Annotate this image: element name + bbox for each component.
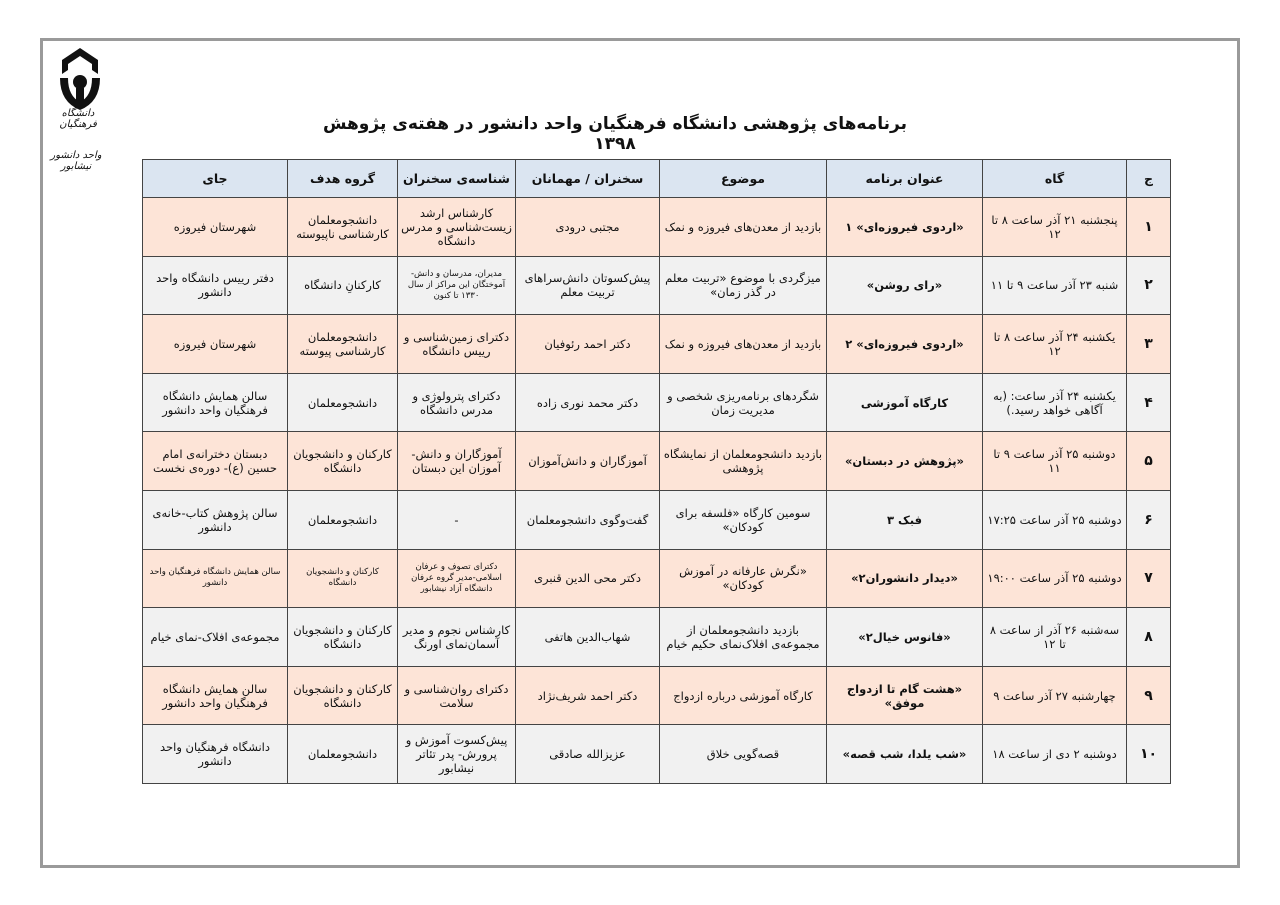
cell-place: دفتر رییس دانشگاه واحد دانشور [143, 256, 288, 315]
cell-speakers: پیش‌کسوتان دانش‌سرا‌های تربیت معلم [516, 256, 660, 315]
cell-program: «اردوی فیروزه‌ای» ۲ [827, 315, 983, 374]
cell-place: سالن همایش دانشگاه فرهنگیان واحد دانشور [143, 549, 288, 608]
cell-bio: دکترای پترولوژی و مدرس دانشگاه [398, 373, 516, 432]
cell-audience: کارکنان و دانشجویان دانشگاه [288, 666, 398, 725]
cell-when: دوشنبه ۲۵ آذر ساعت ۹ تا ۱۱ [983, 432, 1127, 491]
cell-place: دانشگاه فرهنگیان واحد دانشور [143, 725, 288, 784]
table-row [143, 608, 1171, 667]
cell-num: ۱ [1127, 198, 1171, 257]
cell-place: شهرستان فیروزه [143, 198, 288, 257]
cell-topic: بازدید از معدن‌های فیروزه و نمک [660, 315, 827, 374]
cell-audience: کارکنان و دانشجویان دانشگاه [288, 608, 398, 667]
cell-when: پنجشنبه ۲۱ آذر ساعت ۸ تا ۱۲ [983, 198, 1127, 257]
cell-num: ۵ [1127, 432, 1171, 491]
col-header-when: گاه [983, 160, 1127, 198]
cell-speakers: آموزگاران و دانش‌آموزان [516, 432, 660, 491]
cell-bio: کارشناس ارشد زیست‌شناسی و مدرس دانشگاه [398, 198, 516, 257]
table-header-row [143, 160, 1171, 198]
col-header-audience: گروه هدف [288, 160, 398, 198]
col-header-speakers: سخنران / مهمانان [516, 160, 660, 198]
cell-place: دبستان دخترانه‌ی امام حسین (ع)- دوره‌ی نخست [143, 432, 288, 491]
table-row [143, 549, 1171, 608]
cell-num: ۷ [1127, 549, 1171, 608]
cell-when: شنبه ۲۳ آذر ساعت ۹ تا ۱۱ [983, 256, 1127, 315]
cell-num: ۶ [1127, 490, 1171, 549]
page-title: برنامه‌های پژوهشی دانشگاه فرهنگیان واحد دانشور در هفته‌ی پژوهش ۱۳۹۸ [322, 114, 907, 154]
cell-bio: دکترای تصوف و عرفان اسلامی-مدیر گروه عرفان دانشگاه آزاد نیشابور [398, 549, 516, 608]
cell-topic: شگردهای برنامه‌ریزی شخصی و مدیریت زمان [660, 373, 827, 432]
cell-when: سه‌شنبه ۲۶ آذر از ساعت ۸ تا ۱۲ [983, 608, 1127, 667]
cell-program: «پژوهش در دبستان» [827, 432, 983, 491]
cell-place: شهرستان فیروزه [143, 315, 288, 374]
cell-num: ۴ [1127, 373, 1171, 432]
cell-topic: سومین کارگاه «فلسفه برای کودکان» [660, 490, 827, 549]
cell-audience: کارکنان و دانشجویان دانشگاه [288, 549, 398, 608]
table-row [143, 256, 1171, 315]
cell-speakers: دکتر محی الدین قنبری [516, 549, 660, 608]
cell-program: «فانوس خیال۲» [827, 608, 983, 667]
cell-num: ۹ [1127, 666, 1171, 725]
logo-subcaption: واحد دانشور نیشابور [50, 150, 102, 172]
cell-audience: کارکنان و دانشجویان دانشگاه [288, 432, 398, 491]
cell-bio: آموزگاران و دانش-آموزان این دبستان [398, 432, 516, 491]
cell-bio: پیش‌کسوت آموزش و پرورش- پدر تئاتر نیشابور [398, 725, 516, 784]
cell-program: کارگاه آموزشی [827, 373, 983, 432]
cell-audience: دانشجومعلمان [288, 373, 398, 432]
cell-topic: بازدید دانشجومعلمان از مجموعه‌ی افلاک‌نمای حکیم خیام [660, 608, 827, 667]
cell-topic: بازدید دانشجومعلمان از نمایشگاه پژوهشی [660, 432, 827, 491]
cell-place: سالن همایش دانشگاه فرهنگیان واحد دانشور [143, 666, 288, 725]
cell-audience: دانشجومعلمان [288, 490, 398, 549]
cell-topic: «نگرش عارفانه در آموزش کودکان» [660, 549, 827, 608]
cell-when: دوشنبه ۲۵ آذر ساعت ۱۷:۲۵ [983, 490, 1127, 549]
cell-when: یکشنبه ۲۴ آذر ساعت ۸ تا ۱۲ [983, 315, 1127, 374]
cell-when: دوشنبه ۲۵ آذر ساعت ۱۹:۰۰ [983, 549, 1127, 608]
cell-bio: دکترای زمین‌شناسی و رییس دانشگاه [398, 315, 516, 374]
table-row [143, 432, 1171, 491]
cell-bio: کارشناس نجوم و مدیر آسمان‌نمای اورنگ [398, 608, 516, 667]
cell-place: سالن همایش دانشگاه فرهنگیان واحد دانشور [143, 373, 288, 432]
col-header-place: جای [143, 160, 288, 198]
schedule-table [142, 159, 1171, 784]
cell-when: چهارشنبه ۲۷ آذر ساعت ۹ [983, 666, 1127, 725]
cell-program: «دیدار دانشوران۲» [827, 549, 983, 608]
cell-when: دوشنبه ۲ دی از ساعت ۱۸ [983, 725, 1127, 784]
cell-program: «شب یلدا، شب قصه» [827, 725, 983, 784]
cell-program: «اردوی فیروزه‌ای» ۱ [827, 198, 983, 257]
col-header-topic: موضوع [660, 160, 827, 198]
col-header-program: عنوان برنامه [827, 160, 983, 198]
cell-topic: بازدید از معدن‌های فیروزه و نمک [660, 198, 827, 257]
cell-topic: کارگاه آموزشی درباره ازدواج [660, 666, 827, 725]
table-row [143, 725, 1171, 784]
cell-place: مجموعه‌ی افلاک-نمای خیام [143, 608, 288, 667]
table-row [143, 373, 1171, 432]
cell-speakers: مجتبی درودی [516, 198, 660, 257]
col-header-num: ج [1127, 160, 1171, 198]
table-row [143, 315, 1171, 374]
col-header-bio: شناسه‌ی سخنران [398, 160, 516, 198]
cell-program: «هشت گام تا ازدواج موفق» [827, 666, 983, 725]
cell-audience: دانشجومعلمان کارشناسی پیوسته [288, 315, 398, 374]
table-row [143, 198, 1171, 257]
cell-place: سالن پژوهش کتاب-خانه‌ی دانشور [143, 490, 288, 549]
cell-topic: میزگردی با موضوع «تربیت معلم در گذر زمان» [660, 256, 827, 315]
cell-num: ۲ [1127, 256, 1171, 315]
cell-speakers: عزیزالله صادقی [516, 725, 660, 784]
cell-bio: دکترای روان‌شناسی و سلامت [398, 666, 516, 725]
cell-bio: - [398, 490, 516, 549]
table-row [143, 490, 1171, 549]
cell-speakers: گفت‌وگوی دانشجومعلمان [516, 490, 660, 549]
cell-speakers: شهاب‌الدین هاتفی [516, 608, 660, 667]
table-row [143, 666, 1171, 725]
cell-bio: مدیران، مدرسان و دانش-آموختگان این مراکز از سال ۱۳۳۰ تا کنون [398, 256, 516, 315]
cell-audience: دانشجومعلمان [288, 725, 398, 784]
cell-audience: کارکنانِ دانشگاه [288, 256, 398, 315]
logo-caption: دانشگاه فرهنگیان [59, 108, 97, 130]
cell-speakers: دکتر محمد نوری زاده [516, 373, 660, 432]
cell-program: فبک ۳ [827, 490, 983, 549]
cell-program: «رای روشن» [827, 256, 983, 315]
cell-speakers: دکتر احمد رئوفیان [516, 315, 660, 374]
cell-num: ۸ [1127, 608, 1171, 667]
cell-topic: قصه‌گویی خلاق [660, 725, 827, 784]
cell-when: یکشنبه ۲۴ آذر ساعت: (به آگاهی خواهد رسید.) [983, 373, 1127, 432]
cell-num: ۳ [1127, 315, 1171, 374]
cell-audience: دانشجومعلمان کارشناسی ناپیوسته [288, 198, 398, 257]
cell-speakers: دکتر احمد شریف‌نژاد [516, 666, 660, 725]
cell-num: ۱۰ [1127, 725, 1171, 784]
